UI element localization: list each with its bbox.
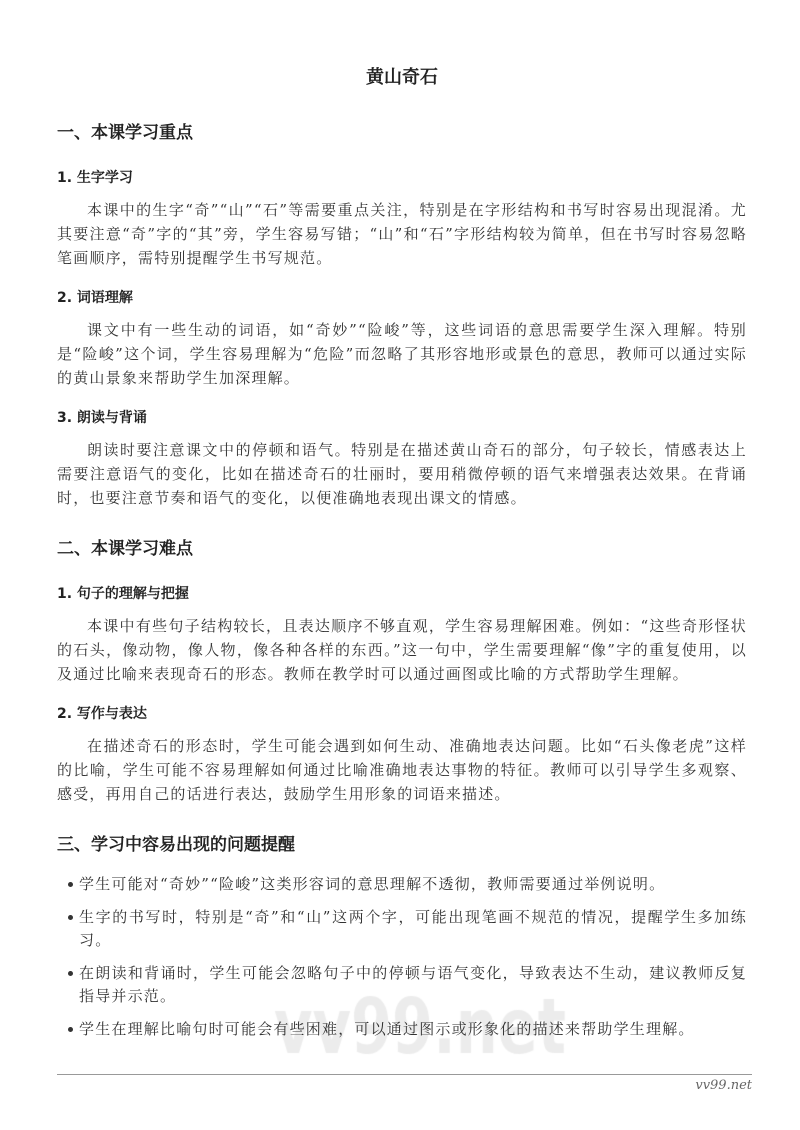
list-item <box>57 962 747 1008</box>
section-heading: 二、本课学习难点 <box>57 539 193 559</box>
subsection-heading: 1. 生字学习 <box>57 170 133 186</box>
paragraph: 本课中有些句子结构较长，且表达顺序不够直观，学生容易理解困难。例如：“这些奇形怪状的石头，像动物，像人物，像各种各样的东西。”这一句中，学生需要理解“像”字的重复使用，以及通过比喻来表现奇石的形态。教师在教学时可以通过画图或比喻的方式帮助学生理解。 <box>57 617 747 683</box>
list-item-text: 在朗读和背诵时，学生可能会忽略句子中的停顿与语气变化，导致表达不生动，建议教师反复指导并示范。 <box>79 964 747 1005</box>
footer-text: vv99.net <box>695 1078 752 1093</box>
bullet-icon <box>68 1027 73 1032</box>
bullet-icon <box>68 915 73 920</box>
subsection-heading: 2. 词语理解 <box>57 290 133 306</box>
bullet-list <box>57 873 747 1041</box>
paragraph: 本课中的生字“奇”“山”“石”等需要重点关注，特别是在字形结构和书写时容易出现混淆。尤其要注意“奇”字的“其”旁，学生容易写错；“山”和“石”字形结构较为简单，但在书写时容易忽略笔画顺序，需特别提醒学生书写规范。 <box>57 201 747 267</box>
list-item-text: 学生在理解比喻句时可能会有些困难，可以通过图示或形象化的描述来帮助学生理解。 <box>79 1020 695 1038</box>
subsection-heading: 2. 写作与表达 <box>57 706 147 722</box>
bullet-icon <box>68 882 73 887</box>
section-heading: 三、学习中容易出现的问题提醒 <box>57 835 295 855</box>
footer-divider <box>57 1074 752 1075</box>
list-item <box>57 906 747 952</box>
list-item-text: 学生可能对“奇妙”“险峻”这类形容词的意思理解不透彻，教师需要通过举例说明。 <box>79 875 666 893</box>
paragraph: 朗读时要注意课文中的停顿和语气。特别是在描述黄山奇石的部分，句子较长，情感表达上需要注意语气的变化，比如在描述奇石的壮丽时，要用稍微停顿的语气来增强表达效果。在背诵时，也要注意节奏和语气的变化，以便准确地表现出课文的情感。 <box>57 441 747 507</box>
bullet-icon <box>68 971 73 976</box>
list-item <box>57 873 747 896</box>
paragraph: 在描述奇石的形态时，学生可能会遇到如何生动、准确地表达问题。比如“石头像老虎”这样的比喻，学生可能不容易理解如何通过比喻准确地表达事物的特征。教师可以引导学生多观察、感受，再用自己的话进行表达，鼓励学生用形象的词语来描述。 <box>57 737 747 803</box>
document-page <box>57 66 747 1051</box>
document-title: 黄山奇石 <box>366 67 438 88</box>
paragraph: 课文中有一些生动的词语，如“奇妙”“险峻”等，这些词语的意思需要学生深入理解。特别是“险峻”这个词，学生容易理解为“危险”而忽略了其形容地形或景色的意思，教师可以通过实际的黄山景象来帮助学生加深理解。 <box>57 321 747 387</box>
subsection-heading: 1. 句子的理解与把握 <box>57 586 189 602</box>
list-item-text: 生字的书写时，特别是“奇”和“山”这两个字，可能出现笔画不规范的情况，提醒学生多加练习。 <box>79 908 747 949</box>
list-item <box>57 1018 747 1041</box>
subsection-heading: 3. 朗读与背诵 <box>57 410 147 426</box>
section-heading: 一、本课学习重点 <box>57 123 193 143</box>
